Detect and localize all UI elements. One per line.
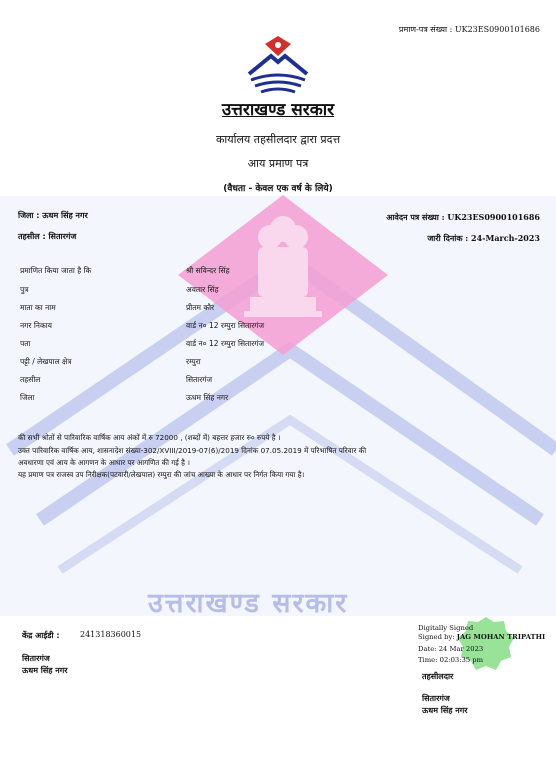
detail-label: पट्टी / लेखपाल क्षेत्र	[20, 357, 72, 366]
tehsil-field: तहसील : सितारगंज	[18, 232, 77, 241]
application-number: आवेदन पत्र संख्या : UK23ES0900101686	[386, 212, 540, 222]
detail-value: श्री सविन्दर सिंह	[186, 266, 230, 275]
detail-label: जिला	[20, 393, 35, 402]
certificate-title: आय प्रमाण पत्र	[247, 157, 309, 170]
detail-label: तहसील	[20, 375, 41, 384]
signed-by-line	[418, 633, 545, 641]
uttarakhand-logo-icon	[243, 34, 313, 96]
detail-value: ऊधम सिंह नगर	[186, 393, 229, 402]
detail-value: रम्पुरा	[186, 357, 201, 366]
footer-district: ऊधम सिंह नगर	[22, 666, 68, 675]
validity-note: (वैधता - केवल एक वर्ष के लिये)	[223, 184, 333, 194]
certificate-number: प्रमाण-पत्र संख्या : UK23ES0900101686	[398, 25, 540, 34]
detail-label: पता	[20, 339, 31, 348]
income-statement-line: उक्त पारिवारिक वार्षिक आय, शासनादेश संख्या-302/XVIII/2019-07(6)/2019 दिनांक 07.05.2019 में परिभाषित परिवार की	[18, 446, 367, 455]
issue-date: जारी दिनांक : 24-March-2023	[427, 233, 540, 243]
office-heading: कार्यालय तहसीलदार द्वारा प्रदत्त	[215, 133, 341, 146]
detail-label: पुत्र	[20, 285, 29, 294]
signed-by-label: Signed by:	[418, 633, 455, 641]
signed-date: Date: 24 Mar 2023	[418, 645, 484, 653]
detail-value: प्रीतम कौर	[186, 303, 215, 312]
detail-value: वार्ड न० 12 रम्पुरा सितारगंज	[186, 321, 265, 330]
watermark-text: उत्तराखण्ड सरकार	[148, 588, 349, 619]
officer-title: तहसीलदार	[422, 672, 454, 681]
district-field: जिला : ऊधम सिंह नगर	[18, 211, 88, 220]
detail-value: सितारगंज	[186, 375, 213, 384]
detail-label: प्रमाणित किया जाता है कि	[20, 266, 92, 275]
detail-value: अवतार सिंह	[186, 285, 219, 294]
kendra-id-label: केंद्र आईडी :	[22, 631, 60, 640]
income-statement-line: की सभी श्रोतों से पारिवारिक वार्षिक आय अंकों में रु 72000 , (शब्दों में) बहत्तर हजार रु० रुपये है ।	[18, 433, 281, 442]
officer-district: ऊधम सिंह नगर	[422, 706, 468, 715]
signer-name: JAG MOHAN TRIPATHI	[456, 633, 546, 641]
kendra-id-value: 241318360015	[80, 630, 142, 639]
income-statement-line: यह प्रमाण पत्र राजस्व उप निरीक्षक(पटवारी/लेखपाल) रम्पुरा की जांच आख्या के आधार पर निर्गत किया गया है।	[18, 470, 305, 479]
signature-check-icon	[456, 614, 516, 674]
officer-tehsil: सितारगंज	[422, 694, 450, 703]
detail-value: वार्ड न० 12 रम्पुरा सितारगंज	[186, 339, 265, 348]
government-heading: उत्तराखण्ड सरकार	[221, 100, 335, 120]
detail-label: माता का नाम	[20, 303, 56, 312]
signed-time: Time: 02:03:35 pm	[418, 656, 484, 664]
income-statement-line: अवधारणा एवं आय के आगणन के आधार पर आगणित की गई है ।	[18, 458, 190, 467]
digitally-signed-label: Digitally Signed	[418, 624, 474, 632]
footer-tehsil: सितारगंज	[22, 654, 50, 663]
detail-label: नगर निकाय	[20, 321, 52, 330]
